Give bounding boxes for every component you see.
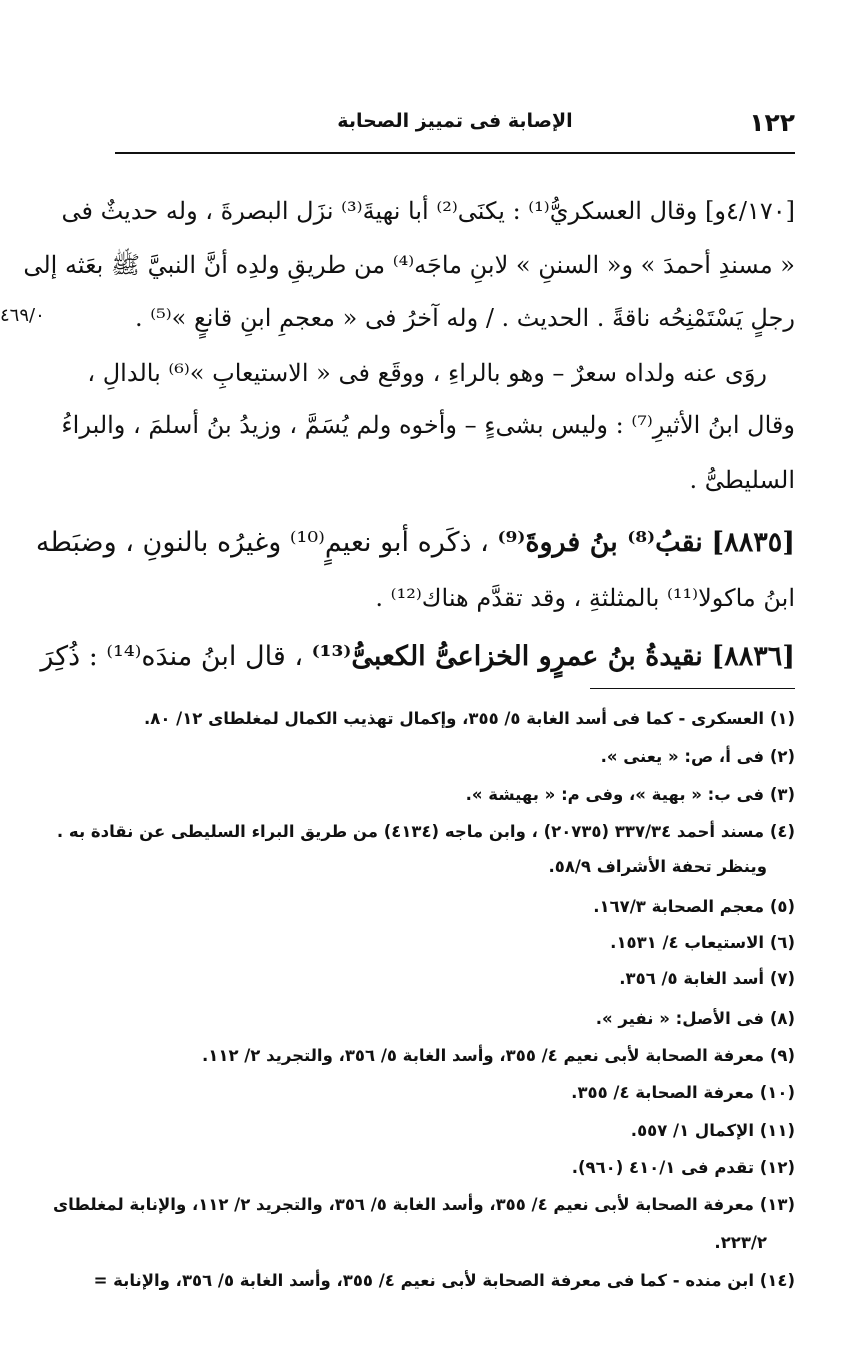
footnote-3: (٣) فى ب: « بهية »، وفى م: « بهيشة ». <box>465 785 795 804</box>
footnote-12: (١٢) تقدم فى ٤١٠/١ (٩٦٠). <box>571 1158 795 1177</box>
entry-name: نقيدةُ بنُ عمرٍو الخزاعىُّ الكعبىُّ⁽¹³⁾ <box>311 641 703 672</box>
footnote-11: (١١) الإكمال ١/ ٥٥٧. <box>630 1121 795 1140</box>
footnote-4-continued: وينظر تحفة الأشراف ٥٨/٩. <box>548 857 767 876</box>
text-line-3: رجلٍ يَسْتَمْنِحُه ناقةً . الحديث . / وله آخرُ فى « معجمِ ابنِ قانعٍ »⁽⁵⁾ . <box>135 304 795 332</box>
footnote-2: (٢) فى أ، ص: « يعنى ». <box>600 747 795 766</box>
footnote-13-continued: ٢٢٣/٢. <box>714 1233 767 1252</box>
entry-text: ، قال ابنُ مندَه⁽¹⁴⁾ : ذُكِرَ <box>40 641 304 672</box>
header-rule <box>115 152 795 154</box>
footnote-5: (٥) معجم الصحابة ١٦٧/٣. <box>593 897 795 916</box>
entry-name: نقبُ⁽⁸⁾ بنُ فروةَ⁽⁹⁾ <box>497 527 703 558</box>
footnote-13: (١٣) معرفة الصحابة لأبى نعيم ٤/ ٣٥٥، وأسد الغابة ٥/ ٣٥٦، والتجريد ٢/ ١١٢، والإنابة لمغلطاى <box>52 1195 795 1214</box>
page-number: ١٢٢ <box>749 108 795 137</box>
text-line-1: [٤/١٧٠و] وقال العسكريُّ⁽¹⁾ : يكنَى⁽²⁾ أبا نهيةَ⁽³⁾ نزَل البصرةَ ، وله حديثٌ فى <box>61 197 795 225</box>
entry-8836 <box>40 632 795 682</box>
footnote-6: (٦) الاستيعاب ٤/ ١٥٣١. <box>610 933 795 952</box>
footnote-14: (١٤) ابن منده - كما فى معرفة الصحابة لأبى نعيم ٤/ ٣٥٥، وأسد الغابة ٥/ ٣٥٦، والإنابة = <box>93 1271 795 1290</box>
text-line-4: روَى عنه ولداه سعرٌ – وهو بالراءِ ، ووقَع فى « الاستيعابِ »⁽⁶⁾ بالدالِ ، <box>87 359 767 387</box>
margin-volume-note: ٤٦٩/٠ <box>0 305 45 326</box>
entry-8835 <box>35 518 795 568</box>
book-title: الإصابة فى تمييز الصحابة <box>337 110 573 132</box>
footnote-10: (١٠) معرفة الصحابة ٤/ ٣٥٥. <box>571 1083 795 1102</box>
footnote-8: (٨) فى الأصل: « نفير ». <box>595 1009 795 1028</box>
footnote-9: (٩) معرفة الصحابة لأبى نعيم ٤/ ٣٥٥، وأسد الغابة ٥/ ٣٥٦، والتجريد ٢/ ١١٢. <box>202 1046 795 1065</box>
text-line-8: ابنُ ماكولا⁽¹¹⁾ بالمثلثةِ ، وقد تقدَّم هناك⁽¹²⁾ . <box>375 584 795 612</box>
footnote-rule <box>590 688 795 689</box>
text-line-5: وقال ابنُ الأثيرِ⁽⁷⁾ : وليس بشىءٍ – وأخوه ولم يُسَمَّ ، وزيدُ بنُ أسلمَ ، والبراءُ <box>61 411 795 439</box>
entry-number: [٨٨٣٥] <box>711 527 795 558</box>
text-line-6: السليطىُّ . <box>689 466 795 494</box>
footnote-4: (٤) مسند أحمد ٣٣٧/٣٤ (٢٠٧٣٥) ، وابن ماجه (٤١٣٤) من طريق البراء السليطى عن نقادة به . <box>56 822 795 841</box>
footnote-1: (١) العسكرى - كما فى أسد الغابة ٥/ ٣٥٥، وإكمال تهذيب الكمال لمغلطاى ١٢/ ٨٠. <box>143 709 795 728</box>
entry-number: [٨٨٣٦] <box>711 641 795 672</box>
running-header <box>115 108 795 144</box>
footnote-7: (٧) أسد الغابة ٥/ ٣٥٦. <box>619 969 795 988</box>
text-line-2: « مسندِ أحمدَ » و« السننِ » لابنِ ماجَه⁽⁴⁾ من طريقِ ولدِه أنَّ النبيَّ ﷺ بعَثه إلى <box>23 251 795 279</box>
entry-text: ، ذكَره أبو نعيمٍ⁽¹⁰⁾ وغيرُه بالنونِ ، وضبَطه <box>35 527 489 558</box>
